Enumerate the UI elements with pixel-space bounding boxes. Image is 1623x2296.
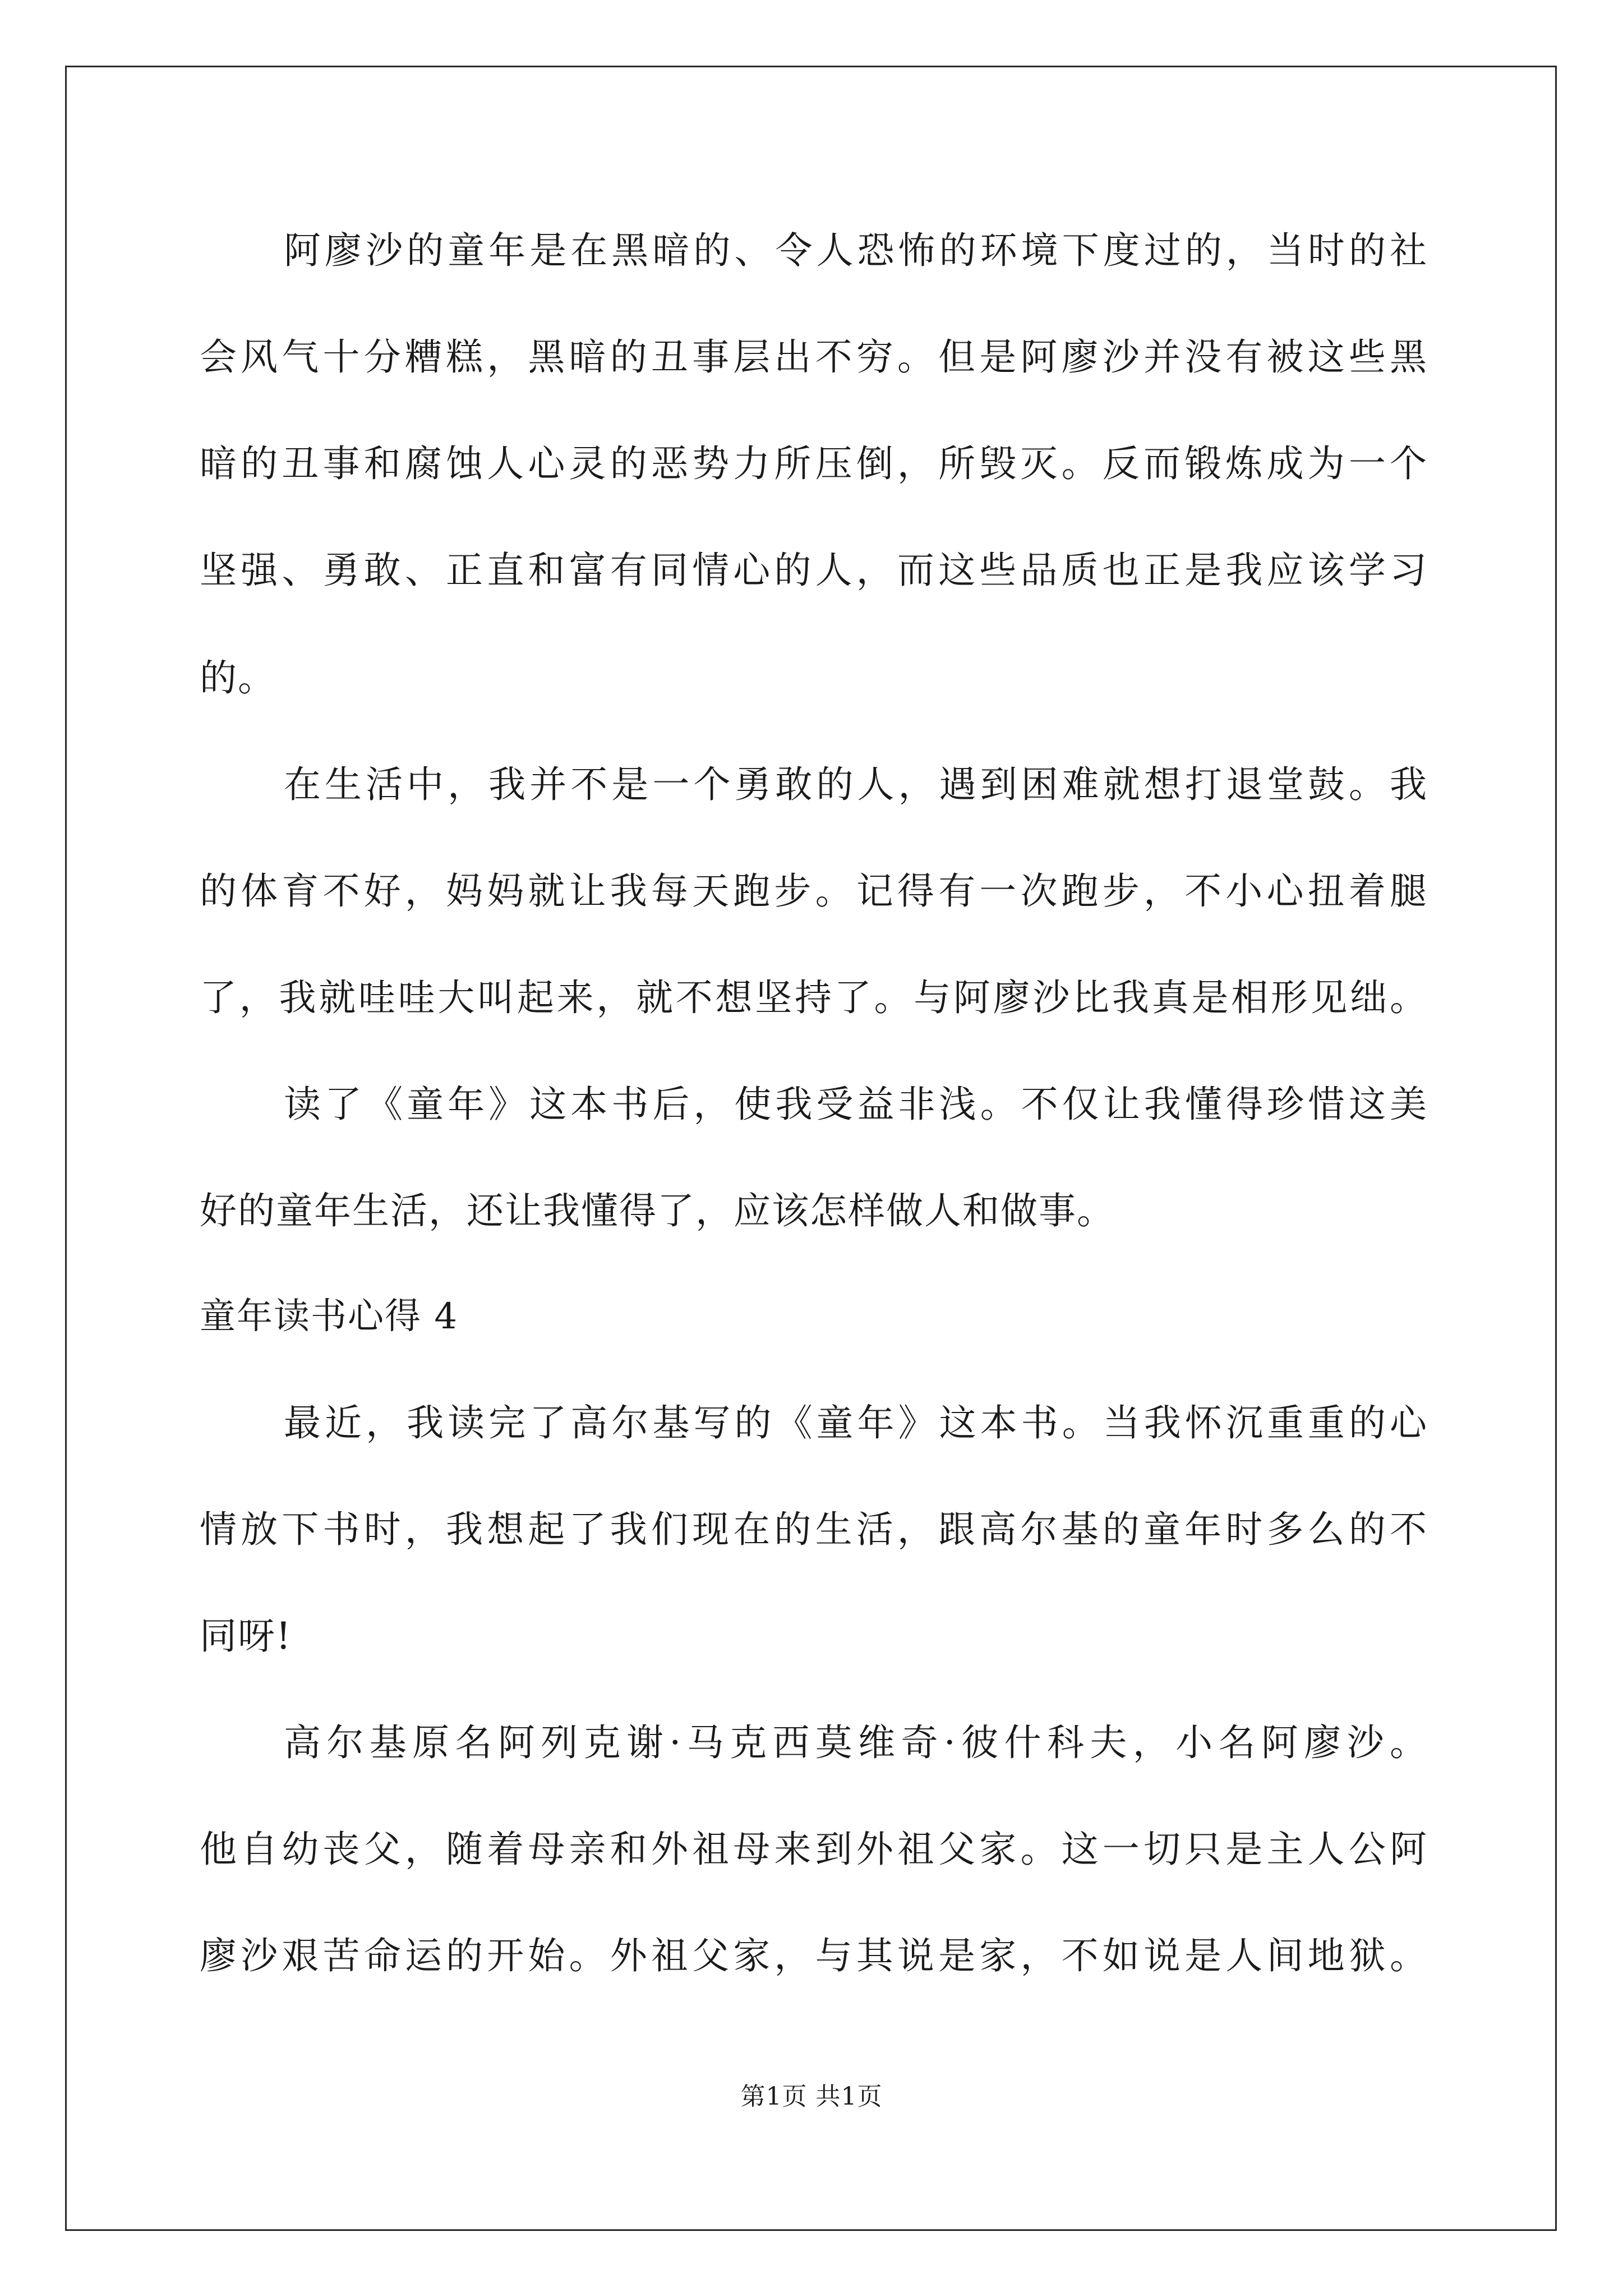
paragraph-2-line-1: 在生活中，我并不是一个勇敢的人，遇到困难就想打退堂鼓。我 [284,763,1428,806]
paragraph-1-line-4: 坚强、勇敢、正直和富有同情心的人，而这些品质也正是我应该学习 [200,549,1428,592]
paragraph-2-line-2: 的体育不好，妈妈就让我每天跑步。记得有一次跑步，不小心扭着腿 [200,869,1428,913]
paragraph-3-line-1: 读了《童年》这本书后，使我受益非浅。不仅让我懂得珍惜这美 [284,1083,1428,1126]
paragraph-5-line-1: 高尔基原名阿列克谢·马克西莫维奇·彼什科夫，小名阿廖沙。 [284,1721,1428,1764]
paragraph-4-line-3: 同呀! [200,1614,292,1658]
page-border [65,66,1557,2231]
paragraph-1-line-2: 会风气十分糟糕，黑暗的丑事层出不穷。但是阿廖沙并没有被这些黑 [200,335,1428,379]
paragraph-5-line-3: 廖沙艰苦命运的开始。外祖父家，与其说是家，不如说是人间地狱。 [200,1934,1428,1977]
section-heading: 童年读书心得 4 [200,1296,459,1337]
paragraph-2-line-3: 了，我就哇哇大叫起来，就不想坚持了。与阿廖沙比我真是相形见绌。 [200,976,1428,1019]
paragraph-3-line-2: 好的童年生活，还让我懂得了，应该怎样做人和做事。 [200,1189,1115,1232]
paragraph-5-line-2: 他自幼丧父，随着母亲和外祖母来到外祖父家。这一切只是主人公阿 [200,1828,1428,1871]
paragraph-1-line-1: 阿廖沙的童年是在黑暗的、令人恐怖的环境下度过的，当时的社 [284,229,1428,272]
paragraph-1-line-3: 暗的丑事和腐蚀人心灵的恶势力所压倒，所毁灭。反而锻炼成为一个 [200,442,1428,485]
page-number-footer: 第1页 共1页 [740,2082,883,2111]
paragraph-4-line-2: 情放下书时，我想起了我们现在的生活，跟高尔基的童年时多么的不 [200,1508,1428,1551]
paragraph-4-line-1: 最近，我读完了高尔基写的《童年》这本书。当我怀沉重重的心 [284,1401,1428,1444]
paragraph-1-line-5: 的。 [200,656,276,700]
